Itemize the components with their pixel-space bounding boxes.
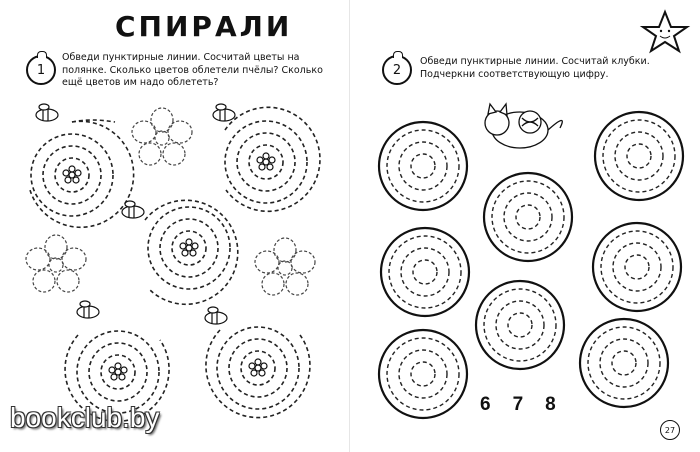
- page-number: 27: [660, 420, 680, 440]
- flower-icon: [257, 153, 275, 170]
- yarn-ball-icon: [580, 319, 668, 407]
- flower-icon: [109, 363, 127, 380]
- bee-icon: [77, 301, 99, 318]
- yarn-ball-icon: [476, 281, 564, 369]
- spiral-1: [30, 120, 134, 227]
- cat-with-yarn-icon: [485, 104, 562, 148]
- yarn-ball-icon: [595, 112, 683, 200]
- star-icon: [643, 12, 687, 51]
- task-instruction: Обведи пунктирные линии. Сосчитай клубки. Подчеркни соответствующую цифру.: [420, 56, 650, 80]
- answer-option[interactable]: 7: [512, 394, 524, 415]
- bee-icon: [213, 104, 235, 121]
- yarn-balls: [379, 112, 683, 418]
- flower-icon: [63, 166, 81, 183]
- bee-icon: [36, 104, 58, 121]
- bee-icon: [205, 307, 227, 324]
- spiral-2: [225, 107, 320, 211]
- yarn-ball-icon: [379, 330, 467, 418]
- yarn-ball-icon: [593, 223, 681, 311]
- page-title: СПИРАЛИ: [115, 10, 293, 43]
- spiral-5: [206, 327, 310, 418]
- answer-options: [480, 394, 556, 416]
- yarn-ball-icon: [484, 173, 572, 261]
- answer-option[interactable]: 6: [480, 394, 491, 415]
- answer-option[interactable]: 8: [545, 394, 556, 415]
- task-instruction: Обведи пунктирные линии. Сосчитай цветы на полянке. Сколько цветов облетели пчёлы? Сколько ещё цветов им надо облететь?: [62, 52, 323, 88]
- task-number: 2: [392, 62, 402, 78]
- flower-icon: [180, 239, 198, 256]
- bee-icon: [122, 201, 144, 218]
- spiral-3: [145, 200, 238, 304]
- yarn-ball-icon: [381, 228, 469, 316]
- task-number: 1: [36, 62, 46, 78]
- flower-icon: [249, 359, 267, 376]
- yarn-ball-icon: [379, 122, 467, 210]
- flower-outline: [26, 235, 86, 292]
- flower-outline: [132, 108, 192, 165]
- watermark: bookclub.by: [10, 402, 160, 433]
- flower-outline: [255, 238, 315, 295]
